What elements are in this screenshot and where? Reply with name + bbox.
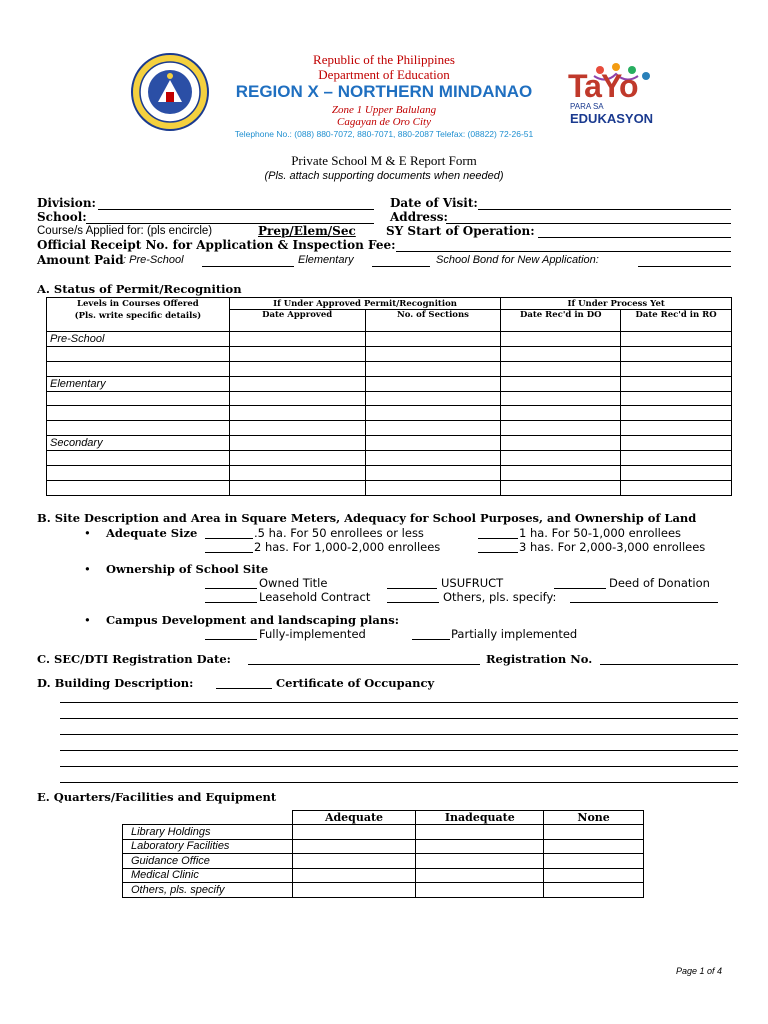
permit-level-cell[interactable] [47,346,230,361]
facility-name-cell: Guidance Office [123,854,293,869]
permit-cell[interactable] [365,332,501,347]
header-republic: Republic of the Philippines [313,52,455,67]
fully-implemented-option: Fully-implemented [259,627,366,641]
permit-cell[interactable] [501,406,621,421]
usufruct-option: USUFRUCT [441,576,504,590]
header-telephone: Telephone No.: (088) 880-7072, 880-7071, 880-2087 Telefax: (08822) 72-26-51 [234,129,534,139]
building-description-line[interactable] [60,702,738,703]
school-label: School: [37,210,87,224]
tayo-logo [566,62,666,128]
permit-level-cell[interactable]: Secondary [47,436,230,451]
others-option: Others, pls. specify: [443,590,557,604]
permit-cell[interactable] [365,346,501,361]
facility-name-cell: Medical Clinic [123,868,293,883]
sec-dti-date-field[interactable] [248,664,480,665]
levels-header-sub: (Pls. write specific details) [74,311,202,321]
certificate-blank[interactable] [216,688,272,689]
facility-check-cell[interactable] [416,839,544,854]
permit-cell[interactable] [229,361,365,376]
header-zone: Zone 1 Upper Balulang [331,104,437,116]
permit-cell[interactable] [229,391,365,406]
permit-cell[interactable] [365,466,501,481]
permit-cell[interactable] [501,436,621,451]
building-description-line[interactable] [60,718,738,719]
permit-cell[interactable] [621,361,732,376]
sy-start-label: SY Start of Operation: [386,224,535,238]
deed-donation-option: Deed of Donation [609,576,710,590]
permit-cell[interactable] [621,451,732,466]
permit-row [47,480,732,495]
facility-row [123,839,644,854]
section-d-title: D. Building Description: [37,676,194,690]
permit-cell[interactable] [621,376,732,391]
permit-level-cell[interactable] [47,361,230,376]
courses-label: Course/s Applied for: (pls encircle) [37,225,213,237]
facilities-col-inadequate: Inadequate [416,811,544,825]
logo-sub1-text: PARA SA [570,102,604,111]
leasehold-blank[interactable] [205,602,257,603]
sy-start-field[interactable] [538,237,731,238]
permit-cell[interactable] [365,376,501,391]
facilities-corner [123,811,293,825]
official-receipt-field[interactable] [396,251,731,252]
elementary-amount-field[interactable] [372,266,430,267]
permit-cell[interactable] [229,406,365,421]
facility-check-cell[interactable] [544,839,644,854]
permit-level-cell[interactable] [47,406,230,421]
permit-cell[interactable] [229,376,365,391]
permit-cell[interactable] [365,421,501,436]
facility-check-cell[interactable] [292,825,416,840]
permit-cell[interactable] [501,391,621,406]
official-receipt-label: Official Receipt No. for Application & Inspection Fee: [37,238,396,252]
fully-implemented-blank[interactable] [205,639,257,640]
logo-sub2-text: EDUKASYON [570,111,654,126]
size-option-2: 1 ha. For 50-1,000 enrollees [519,526,682,540]
permit-cell[interactable] [501,451,621,466]
ownership-label: Ownership of School Site [106,562,269,576]
facility-row [123,825,644,840]
bullet-dot: • [84,562,91,576]
facility-row [123,883,644,898]
bullet-dot: • [84,526,91,540]
size-option-4: 3 has. For 2,000-3,000 enrollees [519,540,706,554]
permit-level-cell[interactable]: Pre-School [47,332,230,347]
division-label: Division: [37,196,96,210]
permit-row [47,421,732,436]
permit-cell[interactable] [229,346,365,361]
size-option-4-blank[interactable] [478,552,518,553]
facilities-col-none: None [544,811,644,825]
process-group-header: If Under Process Yet [501,298,732,310]
facility-name-cell: Library Holdings [123,825,293,840]
size-option-2-blank[interactable] [478,538,518,539]
permit-cell[interactable] [365,391,501,406]
permit-cell[interactable] [621,436,732,451]
permit-level-cell[interactable]: Elementary [47,376,230,391]
form-title: Private School M & E Report Form [291,153,477,168]
permit-cell[interactable] [501,480,621,495]
permit-row [47,436,732,451]
facility-name-cell: Others, pls. specify [123,883,293,898]
preschool-label: : Pre-School [123,254,184,266]
others-specify-field[interactable] [570,602,718,603]
owned-title-blank[interactable] [205,588,257,589]
facility-row [123,868,644,883]
page-number: Page 1 of 4 [676,966,723,976]
permit-row [47,361,732,376]
permit-level-cell[interactable] [47,480,230,495]
section-e-title: E. Quarters/Facilities and Equipment [37,790,277,804]
section-a-title: A. Status of Permit/Recognition [37,282,242,296]
date-of-visit-label: Date of Visit: [390,196,478,210]
permit-cell[interactable] [501,361,621,376]
facilities-table [122,810,644,898]
certificate-label: Certificate of Occupancy [276,676,435,690]
facilities-col-adequate: Adequate [292,811,416,825]
permit-row [47,406,732,421]
permit-cell[interactable] [365,361,501,376]
permit-row [47,376,732,391]
elementary-label: Elementary [298,254,354,266]
adequate-size-label: Adequate Size [106,526,198,540]
owned-title-option: Owned Title [259,576,328,590]
preschool-amount-field[interactable] [202,266,294,267]
others-blank[interactable] [387,602,439,603]
permit-cell[interactable] [621,391,732,406]
permit-cell[interactable] [501,332,621,347]
permit-row [47,451,732,466]
permit-cell[interactable] [501,346,621,361]
leasehold-option: Leasehold Contract [259,590,371,604]
registration-no-label: Registration No. [486,652,593,666]
permit-cell[interactable] [501,376,621,391]
amount-paid-label: Amount Paid [37,253,124,267]
form-note: (Pls. attach supporting documents when needed) [264,170,504,182]
permit-cell[interactable] [365,406,501,421]
usufruct-blank[interactable] [387,588,437,589]
facility-check-cell[interactable] [416,883,544,898]
permit-level-cell[interactable] [47,421,230,436]
logo-main-text: TaYo [568,68,638,104]
partially-implemented-option: Partially implemented [451,627,578,641]
permit-row [47,332,732,347]
address-label: Address: [390,210,448,224]
bullet-dot: • [84,613,91,627]
facility-check-cell[interactable] [544,854,644,869]
levels-header-text: Levels in Courses Offered [77,299,199,309]
section-b-title: B. Site Description and Area in Square Meters, Adequacy for School Purposes, and Ownership of Land [37,511,697,525]
no-sections-header: No. of Sections [365,310,501,332]
facility-check-cell[interactable] [292,839,416,854]
date-of-visit-field[interactable] [478,209,731,210]
date-do-header: Date Rec'd in DO [501,310,621,332]
permit-cell[interactable] [621,346,732,361]
building-description-line[interactable] [60,782,738,783]
permit-cell[interactable] [621,466,732,481]
permit-cell[interactable] [229,480,365,495]
size-option-1-blank[interactable] [205,538,253,539]
facility-name-cell: Laboratory Facilities [123,839,293,854]
permit-cell[interactable] [365,436,501,451]
date-approved-header: Date Approved [229,310,365,332]
partially-implemented-blank[interactable] [412,639,450,640]
facility-check-cell[interactable] [416,854,544,869]
permit-cell[interactable] [501,466,621,481]
courses-options[interactable]: Prep/Elem/Sec [258,224,356,238]
permit-row [47,346,732,361]
permit-cell[interactable] [621,480,732,495]
registration-no-field[interactable] [600,664,738,665]
header-city: Cagayan de Oro City [337,116,431,128]
facility-check-cell[interactable] [292,854,416,869]
header-region: REGION X – NORTHERN MINDANAO [235,82,533,101]
size-option-3-blank[interactable] [205,552,253,553]
permit-row [47,391,732,406]
permit-cell[interactable] [365,480,501,495]
size-option-3: 2 has. For 1,000-2,000 enrollees [254,540,441,554]
header-department: Department of Education [318,67,450,82]
school-bond-label: School Bond for New Application: [436,254,599,266]
permit-level-cell[interactable] [47,466,230,481]
school-bond-field[interactable] [638,266,731,267]
permit-table [46,297,732,496]
permit-cell[interactable] [229,421,365,436]
building-description-line[interactable] [60,750,738,751]
permit-cell[interactable] [229,466,365,481]
levels-header [47,298,230,332]
section-c-title: C. SEC/DTI Registration Date: [37,652,231,666]
approved-group-header: If Under Approved Permit/Recognition [229,298,501,310]
facility-check-cell[interactable] [416,868,544,883]
permit-cell[interactable] [229,451,365,466]
permit-cell[interactable] [229,332,365,347]
permit-level-cell[interactable] [47,391,230,406]
division-field[interactable] [98,209,374,210]
permit-level-cell[interactable] [47,451,230,466]
permit-cell[interactable] [501,421,621,436]
building-description-line[interactable] [60,766,738,767]
facility-check-cell[interactable] [544,883,644,898]
facility-check-cell[interactable] [416,825,544,840]
permit-cell[interactable] [229,436,365,451]
permit-cell[interactable] [365,451,501,466]
permit-cell[interactable] [621,332,732,347]
permit-row [47,466,732,481]
permit-cell[interactable] [621,406,732,421]
facility-check-cell[interactable] [544,868,644,883]
facility-check-cell[interactable] [292,883,416,898]
building-description-line[interactable] [60,734,738,735]
campus-label: Campus Development and landscaping plans: [106,613,399,627]
deed-donation-blank[interactable] [554,588,606,589]
size-option-1: .5 ha. For 50 enrollees or less [254,526,424,540]
date-ro-header: Date Rec'd in RO [621,310,732,332]
facility-row [123,854,644,869]
facility-check-cell[interactable] [544,825,644,840]
permit-cell[interactable] [621,421,732,436]
facility-check-cell[interactable] [292,868,416,883]
